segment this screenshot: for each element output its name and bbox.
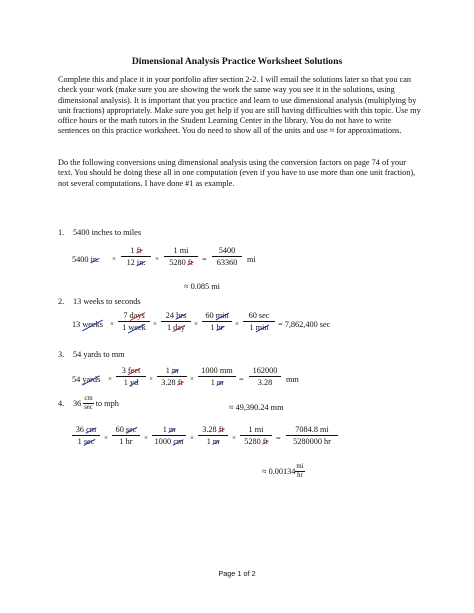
problem-3-prompt: 3. 54 yards to mm bbox=[58, 350, 125, 359]
unit-fraction: 7 days 1 week bbox=[118, 311, 150, 332]
unit-fraction: 36 cm 1 sec bbox=[72, 425, 100, 446]
unit-fraction: 3.28 ft 1 m bbox=[198, 425, 228, 446]
problem-4-equation: 36 cm 1 sec × 60 sec 1 hr × 1 m 1000 cm × 3.28 ft 1 m × 1 mi 5280 ft = 7084.8 mi 5280000 hr ≈ 0.00134 $\frac{mi}{hr}$ bbox=[72, 423, 402, 485]
problem-1-prompt: 1. 5400 inches to miles bbox=[58, 228, 142, 237]
problem-4-prompt: 4. 36 cm sec to mph bbox=[58, 395, 119, 411]
unit-fraction: 24 hrs 1 day bbox=[161, 311, 191, 332]
result-fraction: 7084.8 mi 5280000 hr bbox=[286, 425, 338, 446]
result-fraction: 162000 3.28 bbox=[249, 366, 281, 387]
unit-fraction: 3 feet 1 yd bbox=[116, 366, 146, 387]
page-title: Dimensional Analysis Practice Worksheet Solutions bbox=[131, 56, 343, 67]
result-fraction: 5400 63360 bbox=[212, 246, 242, 267]
unit-fraction: 1000 mm 1 m bbox=[198, 366, 236, 387]
problem-1-equation: 5400 in. × 1 ft 12 in. × 1 mi 5280 ft = 5400 63360 mi ≈ 0.085 mi bbox=[72, 246, 256, 291]
unit-fraction: 60 sec 1 min bbox=[243, 311, 275, 332]
problem-2-equation: 13 weeks × 7 days 1 week × 24 hrs 1 day × 60 min 1 hr × 60 sec 1 min = 7,862,400 sec bbox=[72, 311, 331, 332]
approx-result: ≈ 0.085 mi bbox=[184, 282, 220, 291]
unit-fraction: 60 sec 1 hr bbox=[112, 425, 140, 446]
problem-2-prompt: 2. 13 weeks to seconds bbox=[58, 297, 141, 306]
unit-fraction: 1 mi 5280 ft bbox=[164, 246, 198, 267]
page-footer: Page 1 of 2 bbox=[218, 569, 256, 578]
unit-fraction: 1 m 3.28 ft bbox=[157, 366, 187, 387]
prompt-unit-fraction: cm sec bbox=[84, 395, 93, 411]
unit-fraction: 1 ft 12 in. bbox=[121, 246, 151, 267]
approx-result: ≈ 0.00134 $\frac{mi}{hr}$ bbox=[262, 463, 304, 479]
unit-fraction: 1 mi 5280 ft bbox=[240, 425, 272, 446]
cancelled-unit: in. bbox=[90, 255, 100, 264]
intro-paragraph: Complete this and place it in your portfolio after section 2-2. I will email the solutions later so that you can check your work (make sure you are showing the work the same way you see it in the solutions, using dimensional analysis). It is important that you practice and learn to use dimensional analysis (multiplying by unit fractions) appropriately. Make sure you get help if you are still having difficulties with this topic. Use my office hours or the math tutors in the Student Learning Center in the library. You do not have to write sentences on this practice worksheet. You do need to show all of the units and use ≈ for approximations. bbox=[58, 75, 421, 136]
instructions-paragraph: Do the following conversions using dimensional analysis using the conversion factors on page 74 of your text. You should be doing these all in one computation (even if you have to use more than one unit fraction), not several computations. I have done #1 as example. bbox=[58, 158, 416, 188]
problem-3-equation: 54 yards × 3 feet 1 yd × 1 m 3.28 ft × 1000 mm 1 m = 162000 3.28 mm ≈ 49,390.24 mm bbox=[72, 366, 299, 412]
unit-fraction: 1 m 1000 cm bbox=[152, 425, 186, 446]
unit-fraction: 60 min 1 hr bbox=[202, 311, 232, 332]
result-value: = 7,862,400 sec bbox=[278, 320, 331, 329]
approx-result: ≈ 49,390.24 mm bbox=[229, 403, 284, 412]
